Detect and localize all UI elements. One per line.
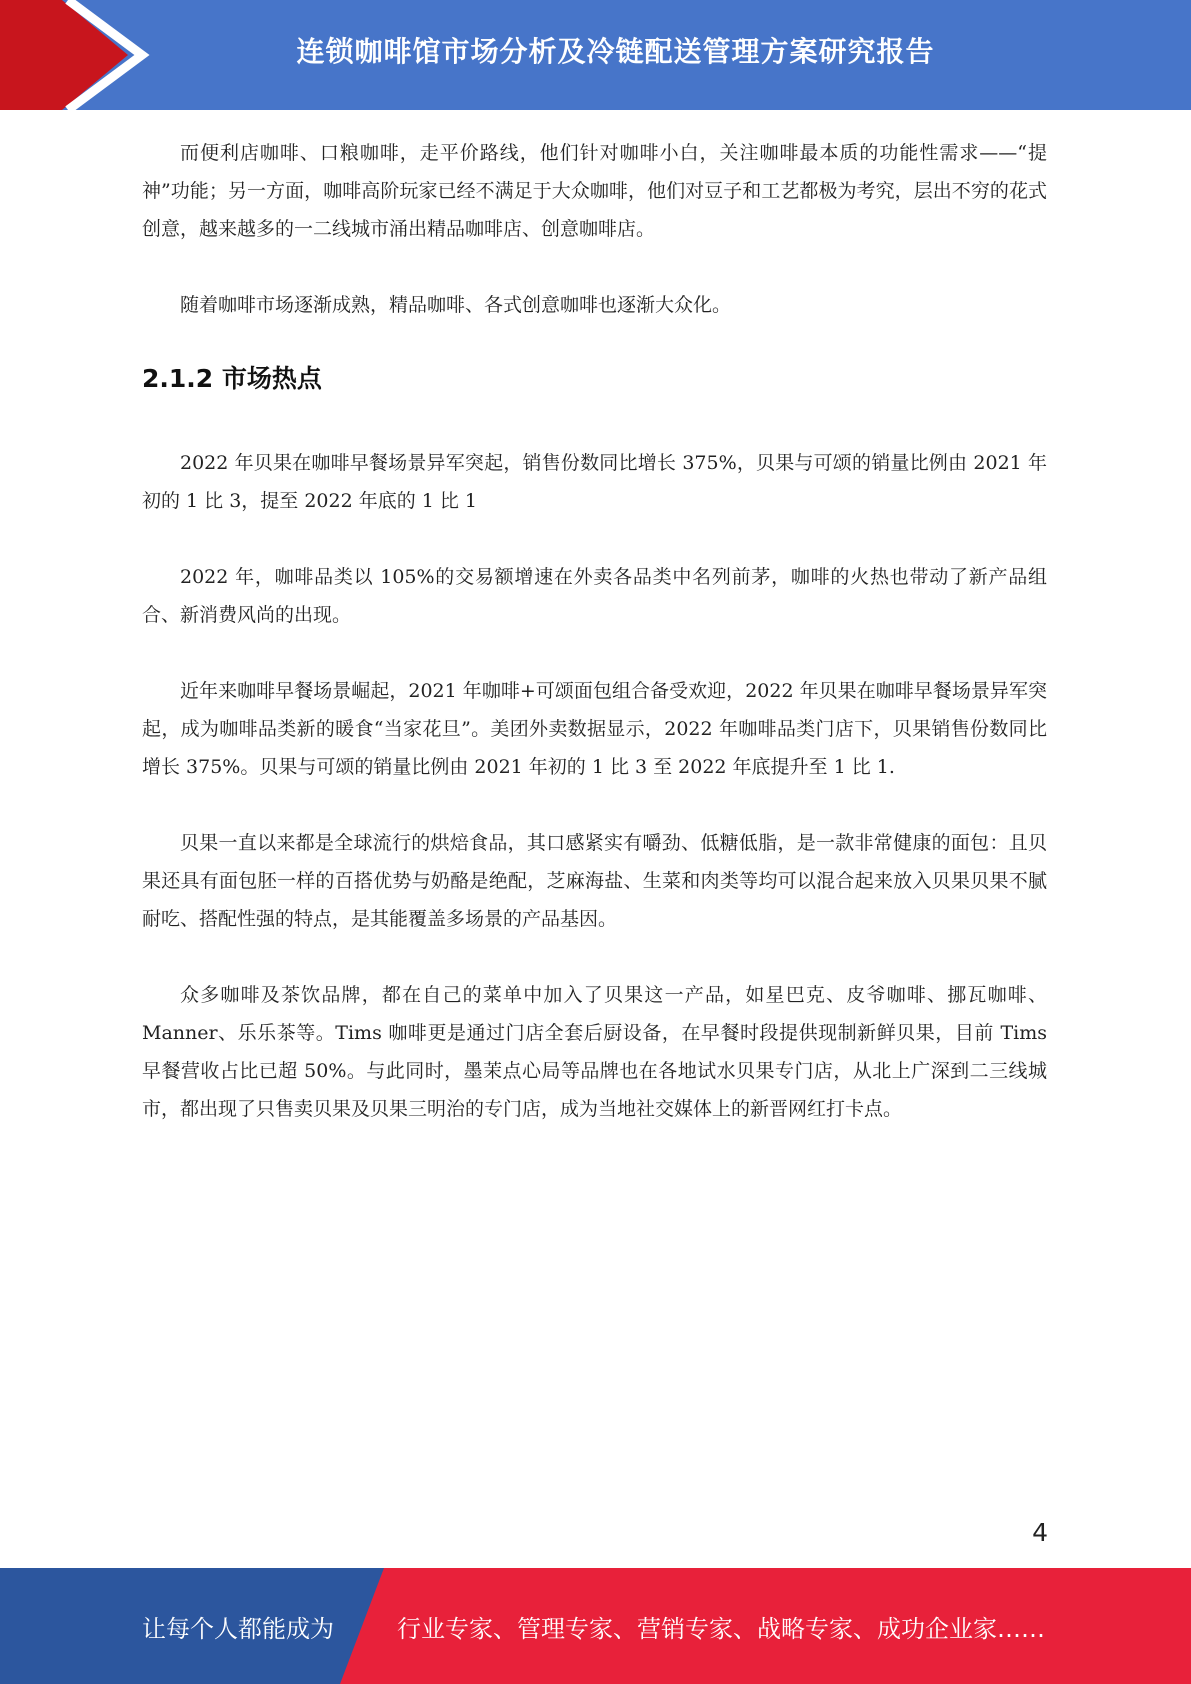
paragraph: 近年来咖啡早餐场景崛起，2021 年咖啡+可颂面包组合备受欢迎，2022 年贝果在咖啡早餐场景异军突起，成为咖啡品类新的暖食“当家花旦”。美团外卖数据显示，2022 年咖啡品类门店下，贝果销售份数同比增长 375%。贝果与可颂的销量比例由 2021 年初的 1 比 3 至 2022 年底提升至 1 比 1. <box>142 680 1047 778</box>
document-title: 连锁咖啡馆市场分析及冷链配送管理方案研究报告 <box>296 35 935 68</box>
paragraph: 而便利店咖啡、口粮咖啡，走平价路线，他们针对咖啡小白，关注咖啡最本质的功能性需求——“提神”功能；另一方面，咖啡高阶玩家已经不满足于大众咖啡，他们对豆子和工艺都极为考究，层出不穷的花式创意，越来越多的一二线城市涌出精品咖啡店、创意咖啡店。 <box>142 142 1047 240</box>
page-header <box>0 0 1191 110</box>
footer-slogan-right: 行业专家、管理专家、营销专家、战略专家、成功企业家…… <box>397 1614 1045 1643</box>
document-body <box>142 134 1047 1166</box>
paragraph: 众多咖啡及茶饮品牌，都在自己的菜单中加入了贝果这一产品，如星巴克、皮爷咖啡、挪瓦咖啡、Manner、乐乐茶等。Tims 咖啡更是通过门店全套后厨设备，在早餐时段提供现制新鲜贝果，目前 Tims 早餐营收占比已超 50%。与此同时，墨茉点心局等品牌也在各地试水贝果专门店，从北上广深到二三线城市，都出现了只售卖贝果及贝果三明治的专门店，成为当地社交媒体上的新晋网红打卡点。 <box>142 984 1047 1120</box>
section-heading: 2.1.2 市场热点 <box>142 364 322 393</box>
page-number: 4 <box>1032 1518 1048 1547</box>
page-footer <box>0 1568 1191 1684</box>
paragraph: 贝果一直以来都是全球流行的烘焙食品，其口感紧实有嚼劲、低糖低脂，是一款非常健康的面包：且贝果还具有面包胚一样的百搭优势与奶酪是绝配，芝麻海盐、生菜和肉类等均可以混合起来放入贝果贝果不腻耐吃、搭配性强的特点，是其能覆盖多场景的产品基因。 <box>142 832 1047 930</box>
paragraph: 随着咖啡市场逐渐成熟，精品咖啡、各式创意咖啡也逐渐大众化。 <box>180 294 732 316</box>
paragraph: 2022 年，咖啡品类以 105%的交易额增速在外卖各品类中名列前茅，咖啡的火热也带动了新产品组合、新消费风尚的出现。 <box>142 566 1047 626</box>
footer-slogan-left: 让每个人都能成为 <box>142 1614 334 1643</box>
paragraph: 2022 年贝果在咖啡早餐场景异军突起，销售份数同比增长 375%，贝果与可颂的销量比例由 2021 年初的 1 比 3，提至 2022 年底的 1 比 1 <box>142 452 1047 512</box>
